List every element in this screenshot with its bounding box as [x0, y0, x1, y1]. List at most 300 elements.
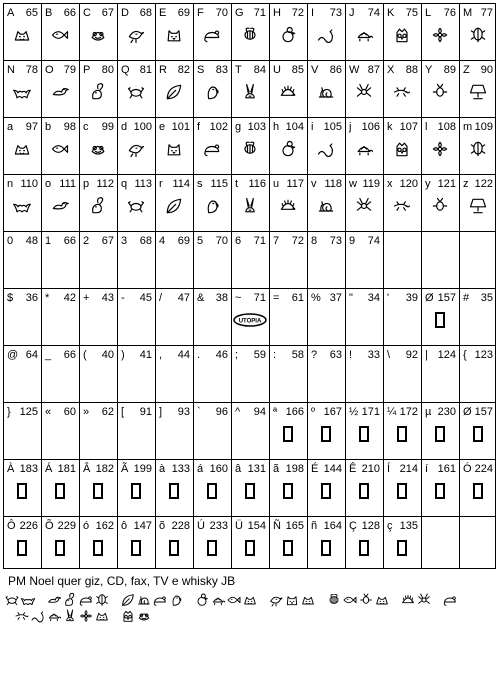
- glyph-cell: [117, 60, 155, 117]
- cell-char-code: 84: [253, 64, 266, 76]
- cell-character: Y: [425, 64, 433, 76]
- cell-character: D: [121, 7, 129, 19]
- glyph-cell: [117, 117, 155, 174]
- glyph-cell: [193, 117, 231, 174]
- grid-line: [3, 516, 496, 517]
- cell-char-code: 124: [437, 349, 456, 361]
- undefined-icon: [374, 592, 390, 608]
- missing-glyph-box-icon: [359, 483, 369, 499]
- glyph-cell: [3, 402, 41, 459]
- glyph-cell: [307, 402, 345, 459]
- cell-char-code: 110: [20, 178, 38, 190]
- cell-char-code: 121: [437, 178, 456, 190]
- glyph-cell: [383, 402, 421, 459]
- glyph-cell: [383, 174, 421, 231]
- cell-character: B: [45, 7, 53, 19]
- cell-character: +: [83, 292, 90, 304]
- glyph-cell: [231, 3, 269, 60]
- cell-char-code: 37: [329, 292, 342, 304]
- glyph-cell: [345, 459, 383, 516]
- cell-character: r: [159, 178, 163, 190]
- cell-char-code: 80: [101, 64, 114, 76]
- cell-character: p: [83, 178, 90, 190]
- cell-char-code: 116: [248, 178, 266, 190]
- cell-char-code: 81: [139, 64, 152, 76]
- cell-char-code: 128: [361, 520, 380, 532]
- glyph-cell: [41, 3, 79, 60]
- hedgehog-icon: [278, 196, 298, 216]
- missing-glyph-box-icon: [283, 483, 293, 499]
- glyph-cell: [231, 231, 269, 288]
- sample-sentence-glyphs: [4, 592, 474, 624]
- glyph-cell: [345, 345, 383, 402]
- cell-char-code: 199: [133, 463, 152, 475]
- cell-character: 8: [311, 235, 318, 247]
- snail-icon: [316, 82, 336, 102]
- cell-character: â: [235, 463, 242, 475]
- cell-character: µ: [425, 406, 432, 418]
- fox-icon: [12, 25, 32, 45]
- glyph-cell: [193, 288, 231, 345]
- turtle-icon: [354, 25, 374, 45]
- lizard-icon: [14, 608, 30, 624]
- cell-character: 0: [7, 235, 14, 247]
- grid-line: [231, 3, 232, 569]
- cell-char-code: 114: [172, 178, 190, 190]
- owl-icon: [392, 139, 412, 159]
- glyph-cell: [155, 231, 193, 288]
- cell-character: f: [197, 121, 201, 133]
- bug-icon: [430, 196, 450, 216]
- glyph-cell: [155, 402, 193, 459]
- glyph-cell: [345, 3, 383, 60]
- cell-character: ]: [159, 406, 163, 418]
- cell-char-code: 109: [474, 121, 493, 133]
- cell-character: y: [425, 178, 431, 190]
- glyph-cell: [421, 231, 459, 288]
- cell-character: *: [45, 292, 50, 304]
- grid-line: [41, 3, 42, 569]
- cell-char-code: 34: [367, 292, 380, 304]
- missing-glyph-box-icon: [55, 540, 65, 556]
- bird-icon: [126, 25, 146, 45]
- glyph-cell: [3, 459, 41, 516]
- glyph-cell: [193, 516, 231, 569]
- glyph-cell: [345, 174, 383, 231]
- cell-char-code: 68: [139, 235, 152, 247]
- svg-text:UTOPIA: UTOPIA: [238, 318, 262, 325]
- cell-character: ;: [235, 349, 239, 361]
- rabbit-icon: [240, 196, 260, 216]
- cell-character: !: [349, 349, 353, 361]
- glyph-cell: [459, 402, 496, 459]
- grid-line: [345, 3, 346, 569]
- cell-character: Ú: [197, 520, 205, 532]
- cell-character: 5: [197, 235, 204, 247]
- bug-icon: [358, 592, 374, 608]
- fish-icon: [50, 25, 70, 45]
- missing-glyph-box-icon: [397, 426, 407, 442]
- cell-char-code: 167: [323, 406, 342, 418]
- spider-icon: [416, 592, 432, 608]
- bird-icon: [268, 592, 284, 608]
- glyph-cell: [421, 516, 459, 569]
- cell-character: n: [7, 178, 14, 190]
- cell-char-code: 41: [139, 349, 152, 361]
- chick-icon: [278, 139, 298, 159]
- missing-glyph-box-icon: [397, 540, 407, 556]
- glyph-cell: [269, 288, 307, 345]
- glyph-cell: [383, 60, 421, 117]
- owl-icon: [120, 608, 136, 624]
- bat-icon: [20, 592, 36, 608]
- mouse-icon: [202, 139, 222, 159]
- cell-char-code: 76: [443, 7, 456, 19]
- chick-icon: [278, 25, 298, 45]
- glyph-cell: [79, 516, 117, 569]
- grid-line: [3, 3, 4, 569]
- glyph-cell: [79, 3, 117, 60]
- undefined-icon: [300, 592, 316, 608]
- cell-char-code: 123: [474, 349, 493, 361]
- cell-character: &: [197, 292, 205, 304]
- glyph-cell: [3, 174, 41, 231]
- glyph-cell: [383, 117, 421, 174]
- cell-character: 1: [45, 235, 52, 247]
- cell-char-code: 147: [133, 520, 152, 532]
- grid-line: [459, 3, 460, 569]
- cell-char-code: 61: [291, 292, 304, 304]
- cell-character: V: [311, 64, 319, 76]
- squirrel-icon: [88, 82, 108, 102]
- cell-char-code: 59: [253, 349, 266, 361]
- cell-char-code: 43: [101, 292, 114, 304]
- missing-glyph-box-icon: [435, 426, 445, 442]
- cell-character: _: [45, 349, 52, 361]
- missing-glyph-box-icon: [321, 483, 331, 499]
- mouse-icon: [78, 592, 94, 608]
- cell-character: P: [83, 64, 91, 76]
- glyph-cell: [231, 174, 269, 231]
- cell-character: ª: [273, 406, 278, 418]
- cell-char-code: 183: [19, 463, 38, 475]
- glyph-cell: [41, 459, 79, 516]
- cell-char-code: 67: [101, 7, 114, 19]
- cell-character: o: [45, 178, 52, 190]
- cell-character: Õ: [45, 520, 54, 532]
- missing-glyph-box-icon: [93, 540, 103, 556]
- cell-char-code: 210: [361, 463, 380, 475]
- cell-char-code: 79: [63, 64, 76, 76]
- bug-icon: [430, 82, 450, 102]
- glyph-cell: [193, 3, 231, 60]
- cell-character: {: [463, 349, 467, 361]
- glyph-cell: [269, 117, 307, 174]
- cell-character: t: [235, 178, 239, 190]
- cell-char-code: 85: [291, 64, 304, 76]
- cell-character: Ô: [7, 520, 16, 532]
- missing-glyph-box-icon: [245, 483, 255, 499]
- cell-char-code: 75: [405, 7, 418, 19]
- glyph-cell: [3, 231, 41, 288]
- cell-character: J: [349, 7, 355, 19]
- glyph-cell: [269, 345, 307, 402]
- cell-char-code: 112: [96, 178, 114, 190]
- cell-character: g: [235, 121, 242, 133]
- glyph-cell: [41, 174, 79, 231]
- cell-char-code: 182: [95, 463, 114, 475]
- glyph-cell: [307, 288, 345, 345]
- frog-icon: [88, 25, 108, 45]
- cell-character: R: [159, 64, 167, 76]
- cell-character: Ü: [235, 520, 243, 532]
- missing-glyph-box-icon: [207, 483, 217, 499]
- cell-char-code: 74: [367, 235, 380, 247]
- crab-icon: [126, 82, 146, 102]
- glyph-cell: [117, 459, 155, 516]
- grid-line: [3, 174, 496, 175]
- cell-character: =: [273, 292, 280, 304]
- cell-char-code: 131: [247, 463, 266, 475]
- cell-character: T: [235, 64, 242, 76]
- glyph-cell: [117, 174, 155, 231]
- cell-character: »: [83, 406, 90, 418]
- cell-char-code: 113: [134, 178, 152, 190]
- bat-icon: [12, 82, 32, 102]
- glyph-cell: [41, 402, 79, 459]
- cell-char-code: 46: [215, 349, 228, 361]
- glyph-cell: [155, 288, 193, 345]
- cell-char-code: 99: [101, 121, 114, 133]
- glyph-cell: [345, 402, 383, 459]
- grid-line: [3, 117, 496, 118]
- cell-char-code: 33: [367, 349, 380, 361]
- cell-character: í: [425, 463, 429, 475]
- cell-character: [: [121, 406, 125, 418]
- cell-character: Ç: [349, 520, 357, 532]
- cell-char-code: 233: [209, 520, 228, 532]
- glyph-cell: [345, 60, 383, 117]
- cell-char-code: 122: [474, 178, 493, 190]
- frog-icon: [88, 139, 108, 159]
- flower-icon: [78, 608, 94, 624]
- cell-character: x: [387, 178, 393, 190]
- fish-icon: [226, 592, 242, 608]
- spider-icon: [354, 196, 374, 216]
- cell-character: 9: [349, 235, 356, 247]
- cell-character: à: [159, 463, 166, 475]
- cell-character: c: [83, 121, 89, 133]
- beetle-icon: [468, 25, 488, 45]
- cell-char-code: 72: [291, 235, 304, 247]
- flower-icon: [430, 25, 450, 45]
- cell-character: K: [387, 7, 395, 19]
- snake-icon: [316, 25, 336, 45]
- glyph-cell: [155, 3, 193, 60]
- grid-line: [495, 3, 496, 569]
- missing-glyph-box-icon: [321, 426, 331, 442]
- cell-character: 4: [159, 235, 166, 247]
- cell-character: ?: [311, 349, 318, 361]
- cell-char-code: 120: [399, 178, 418, 190]
- cell-char-code: 40: [101, 349, 114, 361]
- cell-char-code: 38: [215, 292, 228, 304]
- cell-character: -: [121, 292, 125, 304]
- glyph-cell: [117, 516, 155, 569]
- cell-char-code: 226: [19, 520, 38, 532]
- cell-char-code: 94: [253, 406, 266, 418]
- cat-icon: [284, 592, 300, 608]
- glyph-cell: [459, 516, 496, 569]
- cell-character: ¼: [387, 406, 397, 418]
- frog-icon: [136, 608, 152, 624]
- rabbit-icon: [62, 608, 78, 624]
- cell-character: u: [273, 178, 280, 190]
- cell-character: ô: [121, 520, 128, 532]
- cell-character: k: [387, 121, 393, 133]
- glyph-cell: [421, 345, 459, 402]
- glyph-cell: [459, 288, 496, 345]
- cell-character: á: [197, 463, 204, 475]
- cell-character: S: [197, 64, 205, 76]
- cell-character: Z: [463, 64, 470, 76]
- bee-icon: [326, 592, 342, 608]
- cell-character: É: [311, 463, 319, 475]
- glyph-cell: [155, 174, 193, 231]
- bat-icon: [12, 196, 32, 216]
- glyph-cell: [269, 516, 307, 569]
- squirrel-icon: [88, 196, 108, 216]
- glyph-cell: [459, 174, 496, 231]
- cell-character: ): [121, 349, 125, 361]
- leaf-icon: [120, 592, 136, 608]
- glyph-cell: [269, 402, 307, 459]
- parrot-icon: [202, 82, 222, 102]
- cell-char-code: 83: [215, 64, 228, 76]
- cell-char-code: 93: [177, 406, 190, 418]
- cell-char-code: 125: [19, 406, 38, 418]
- glyph-cell: [307, 231, 345, 288]
- leaf-icon: [164, 82, 184, 102]
- cell-char-code: 105: [323, 121, 342, 133]
- cell-char-code: 144: [323, 463, 342, 475]
- grid-line: [3, 60, 496, 61]
- cell-character: w: [349, 178, 357, 190]
- grid-line: [79, 3, 80, 569]
- cell-char-code: 77: [480, 7, 493, 19]
- cell-char-code: 97: [25, 121, 38, 133]
- cell-character: ã: [273, 463, 280, 475]
- mouse-icon: [152, 592, 168, 608]
- glyph-cell: [345, 516, 383, 569]
- character-map-grid: [3, 3, 496, 569]
- glyph-cell: [79, 60, 117, 117]
- missing-glyph-box-icon: [207, 540, 217, 556]
- missing-glyph-box-icon: [131, 483, 141, 499]
- grid-line: [117, 3, 118, 569]
- cell-char-code: 60: [63, 406, 76, 418]
- cell-character: }: [7, 406, 11, 418]
- cell-character: M: [463, 7, 473, 19]
- snake-icon: [316, 139, 336, 159]
- cell-char-code: 164: [323, 520, 342, 532]
- cell-char-code: 72: [291, 7, 304, 19]
- cell-character: s: [197, 178, 203, 190]
- cell-char-code: 74: [367, 7, 380, 19]
- cell-character: 3: [121, 235, 128, 247]
- cell-character: Í: [387, 463, 391, 475]
- cell-character: d: [121, 121, 128, 133]
- glyph-cell: [3, 516, 41, 569]
- cell-character: õ: [159, 520, 166, 532]
- cell-char-code: 154: [247, 520, 266, 532]
- cell-char-code: 157: [437, 292, 456, 304]
- cell-char-code: 198: [285, 463, 304, 475]
- glyph-cell: [3, 60, 41, 117]
- grid-line: [3, 288, 496, 289]
- missing-glyph-box-icon: [131, 540, 141, 556]
- glyph-cell: [307, 459, 345, 516]
- glyph-cell: [41, 516, 79, 569]
- cell-character: h: [273, 121, 280, 133]
- cell-char-code: 78: [25, 64, 38, 76]
- cell-char-code: 44: [177, 349, 190, 361]
- glyph-cell: [155, 60, 193, 117]
- cell-char-code: 96: [215, 406, 228, 418]
- missing-glyph-box-icon: [245, 540, 255, 556]
- glyph-cell: [269, 3, 307, 60]
- glyph-cell: [307, 516, 345, 569]
- chick-icon: [194, 592, 210, 608]
- glyph-cell: [421, 117, 459, 174]
- cell-char-code: 229: [57, 520, 76, 532]
- cell-character: A: [7, 7, 15, 19]
- mouse-icon: [442, 592, 458, 608]
- cell-char-code: 214: [399, 463, 418, 475]
- cell-character: .: [197, 349, 201, 361]
- missing-glyph-box-icon: [435, 483, 445, 499]
- cell-char-code: 111: [59, 178, 76, 190]
- cell-char-code: 35: [480, 292, 493, 304]
- cell-character: N: [7, 64, 15, 76]
- missing-glyph-box-icon: [93, 483, 103, 499]
- crab-icon: [4, 592, 20, 608]
- cell-char-code: 45: [139, 292, 152, 304]
- cell-character: ç: [387, 520, 393, 532]
- cell-char-code: 228: [171, 520, 190, 532]
- cell-char-code: 36: [25, 292, 38, 304]
- utopia-logo-icon: [233, 313, 267, 327]
- fish-icon: [342, 592, 358, 608]
- glyph-cell: [41, 288, 79, 345]
- glyph-cell: [41, 117, 79, 174]
- cell-char-code: 39: [405, 292, 418, 304]
- glyph-cell: [459, 3, 496, 60]
- cell-char-code: 107: [399, 121, 418, 133]
- cell-character: z: [463, 178, 469, 190]
- cell-char-code: 63: [329, 349, 342, 361]
- glyph-cell: [383, 516, 421, 569]
- parrot-icon: [168, 592, 184, 608]
- glyph-cell: [383, 345, 421, 402]
- cell-char-code: 224: [474, 463, 493, 475]
- cell-character: ó: [83, 520, 90, 532]
- glyph-cell: [79, 402, 117, 459]
- glyph-cell: [193, 345, 231, 402]
- cell-character: Â: [83, 463, 91, 475]
- cell-character: Ø: [463, 406, 472, 418]
- glyph-cell: [421, 459, 459, 516]
